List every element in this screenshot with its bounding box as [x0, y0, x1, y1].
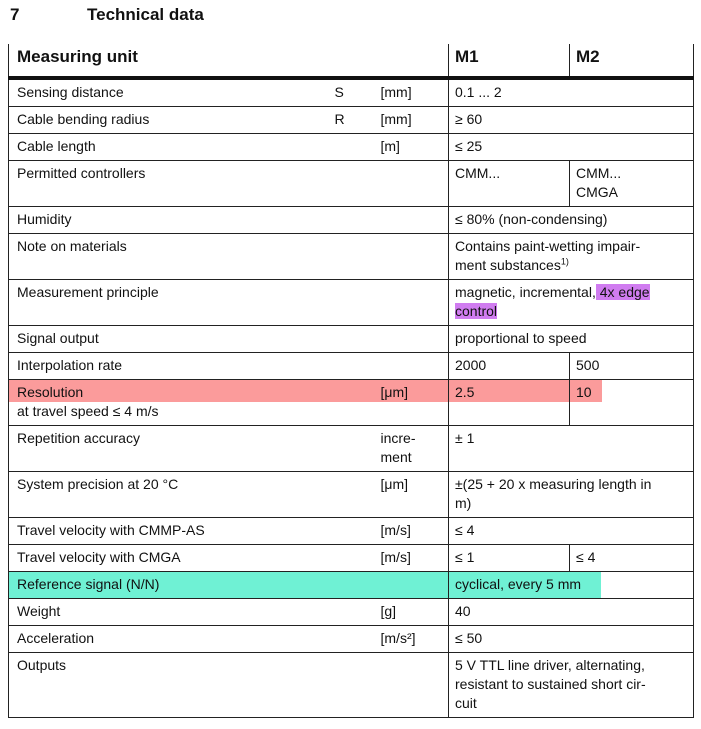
- table-row: [9, 426, 694, 472]
- row-value-m1-line1: Contains paint-wetting impair-: [455, 238, 641, 254]
- row-value-m2: [570, 161, 694, 207]
- row-symbol: [331, 626, 377, 653]
- row-label: Cable bending radius: [9, 107, 331, 134]
- row-label-line1: Resolution: [9, 380, 399, 402]
- row-symbol: [331, 472, 377, 518]
- row-unit: [377, 207, 449, 234]
- header-m2: M2: [570, 44, 694, 78]
- row-label-line2: at travel speed ≤ 4 m/s: [17, 403, 159, 419]
- technical-data-table-wrapper: [8, 44, 694, 718]
- row-unit: [377, 426, 449, 472]
- row-symbol: [331, 353, 377, 380]
- row-label: Humidity: [9, 207, 331, 234]
- row-unit: [m/s]: [377, 518, 449, 545]
- row-value-m1: ≤ 4: [449, 518, 694, 545]
- row-value-m1: [449, 380, 570, 426]
- row-label: System precision at 20 °C: [9, 472, 331, 518]
- table-row: [9, 326, 694, 353]
- highlight-purple-part2: control: [455, 303, 498, 319]
- row-value-m1-text: 2.5: [449, 380, 569, 402]
- row-value-m1: 2000: [449, 353, 570, 380]
- row-unit: [m/s]: [377, 545, 449, 572]
- row-value-m1: CMM...: [449, 161, 570, 207]
- table-row: [9, 353, 694, 380]
- table-row: [9, 599, 694, 626]
- row-label: Travel velocity with CMMP-AS: [9, 518, 331, 545]
- row-unit: [377, 380, 449, 426]
- row-symbol: [331, 380, 377, 426]
- header-measuring-unit: Measuring unit: [9, 44, 449, 78]
- row-label: Weight: [9, 599, 331, 626]
- row-symbol: [331, 545, 377, 572]
- row-symbol: [331, 280, 377, 326]
- row-unit: [mm]: [377, 78, 449, 107]
- row-unit: [377, 280, 449, 326]
- table-row: [9, 207, 694, 234]
- row-unit: [377, 653, 449, 718]
- row-value-m1-line1: ±(25 + 20 x measuring length in: [455, 476, 652, 492]
- row-unit: [377, 161, 449, 207]
- row-unit: [377, 353, 449, 380]
- highlight-purple-part1: 4x edge: [595, 284, 650, 300]
- row-value-m1: ± 1: [449, 426, 694, 472]
- row-value-m1: ≥ 60: [449, 107, 694, 134]
- row-symbol: [331, 234, 377, 280]
- row-value-m1-line3: cuit: [455, 695, 477, 711]
- section-number: 7: [10, 5, 20, 24]
- row-symbol: S: [331, 78, 377, 107]
- row-label: Repetition accuracy: [9, 426, 331, 472]
- row-symbol: [331, 326, 377, 353]
- row-value-m2-text: 10: [570, 380, 602, 402]
- row-symbol: [331, 518, 377, 545]
- table-row: [9, 78, 694, 107]
- row-value-m1: proportional to speed: [449, 326, 694, 353]
- table-row: [9, 653, 694, 718]
- row-label: Acceleration: [9, 626, 331, 653]
- row-label: Note on materials: [9, 234, 331, 280]
- row-unit: [μm]: [377, 472, 449, 518]
- table-row-reference-signal: [9, 572, 694, 599]
- row-symbol: [331, 207, 377, 234]
- row-unit: [g]: [377, 599, 449, 626]
- row-value-m1: 40: [449, 599, 694, 626]
- row-label: Reference signal (N/N): [9, 572, 449, 599]
- row-unit: [377, 234, 449, 280]
- footnote-marker: 1): [560, 256, 569, 267]
- row-unit: [377, 326, 449, 353]
- row-label: Signal output: [9, 326, 331, 353]
- section-title: Technical data: [87, 5, 204, 24]
- table-row: [9, 134, 694, 161]
- row-symbol: [331, 653, 377, 718]
- row-unit-text: [μm]: [377, 380, 449, 402]
- row-value-m1: [449, 572, 694, 599]
- row-label: Permitted controllers: [9, 161, 331, 207]
- row-value-m1-text: cyclical, every 5 mm: [449, 572, 601, 598]
- row-symbol: [331, 161, 377, 207]
- row-value-m1-line2-text: ment substances: [455, 257, 561, 273]
- row-value-m1: [449, 653, 694, 718]
- row-value-m1-line2: resistant to sustained short cir-: [455, 676, 646, 692]
- row-value-m1-line1: [455, 283, 685, 302]
- row-unit: [mm]: [377, 107, 449, 134]
- table-row: [9, 234, 694, 280]
- table-row: [9, 472, 694, 518]
- row-value-m1: ≤ 50: [449, 626, 694, 653]
- row-label: Sensing distance: [9, 78, 331, 107]
- row-unit-line1: incre-: [380, 430, 416, 446]
- row-symbol: [331, 134, 377, 161]
- row-value-m1: ≤ 80% (non-condensing): [449, 207, 694, 234]
- row-symbol: R: [331, 107, 377, 134]
- row-value-m1: [449, 234, 694, 280]
- row-unit-line2: ment: [380, 449, 412, 465]
- row-label: [9, 380, 331, 426]
- row-value-m1-line2: [455, 256, 685, 275]
- row-label: Measurement principle: [9, 280, 331, 326]
- row-value-m1: [449, 280, 694, 326]
- row-value-m1-line2: m): [455, 495, 472, 511]
- row-unit: [m/s²]: [377, 626, 449, 653]
- row-label: Interpolation rate: [9, 353, 331, 380]
- row-label: Travel velocity with CMGA: [9, 545, 331, 572]
- row-value-m1-text: magnetic, incremental,: [455, 284, 596, 300]
- row-value-m2: ≤ 4: [570, 545, 694, 572]
- header-m1: M1: [449, 44, 570, 78]
- row-value-m2: [570, 380, 694, 426]
- table-row: [9, 545, 694, 572]
- row-value-m1-line1: 5 V TTL line driver, alternating,: [455, 657, 645, 673]
- table-row: [9, 518, 694, 545]
- row-value-m2-line1: CMM...: [576, 165, 622, 181]
- row-value-m2: 500: [570, 353, 694, 380]
- row-symbol: [331, 599, 377, 626]
- row-label: Cable length: [9, 134, 331, 161]
- row-value-m1: [449, 472, 694, 518]
- table-row: [9, 161, 694, 207]
- table-row-resolution: [9, 380, 694, 426]
- row-value-m1: ≤ 25: [449, 134, 694, 161]
- table-row: [9, 107, 694, 134]
- table-header-row: [9, 44, 694, 78]
- row-symbol: [331, 426, 377, 472]
- row-value-m1-line2: [455, 302, 685, 321]
- row-value-m1: 0.1 ... 2: [449, 78, 694, 107]
- technical-data-table: [8, 44, 694, 718]
- table-row: [9, 280, 694, 326]
- table-row: [9, 626, 694, 653]
- row-value-m1: ≤ 1: [449, 545, 570, 572]
- row-label: Outputs: [9, 653, 331, 718]
- row-value-m2-line2: CMGA: [576, 184, 618, 200]
- row-unit: [m]: [377, 134, 449, 161]
